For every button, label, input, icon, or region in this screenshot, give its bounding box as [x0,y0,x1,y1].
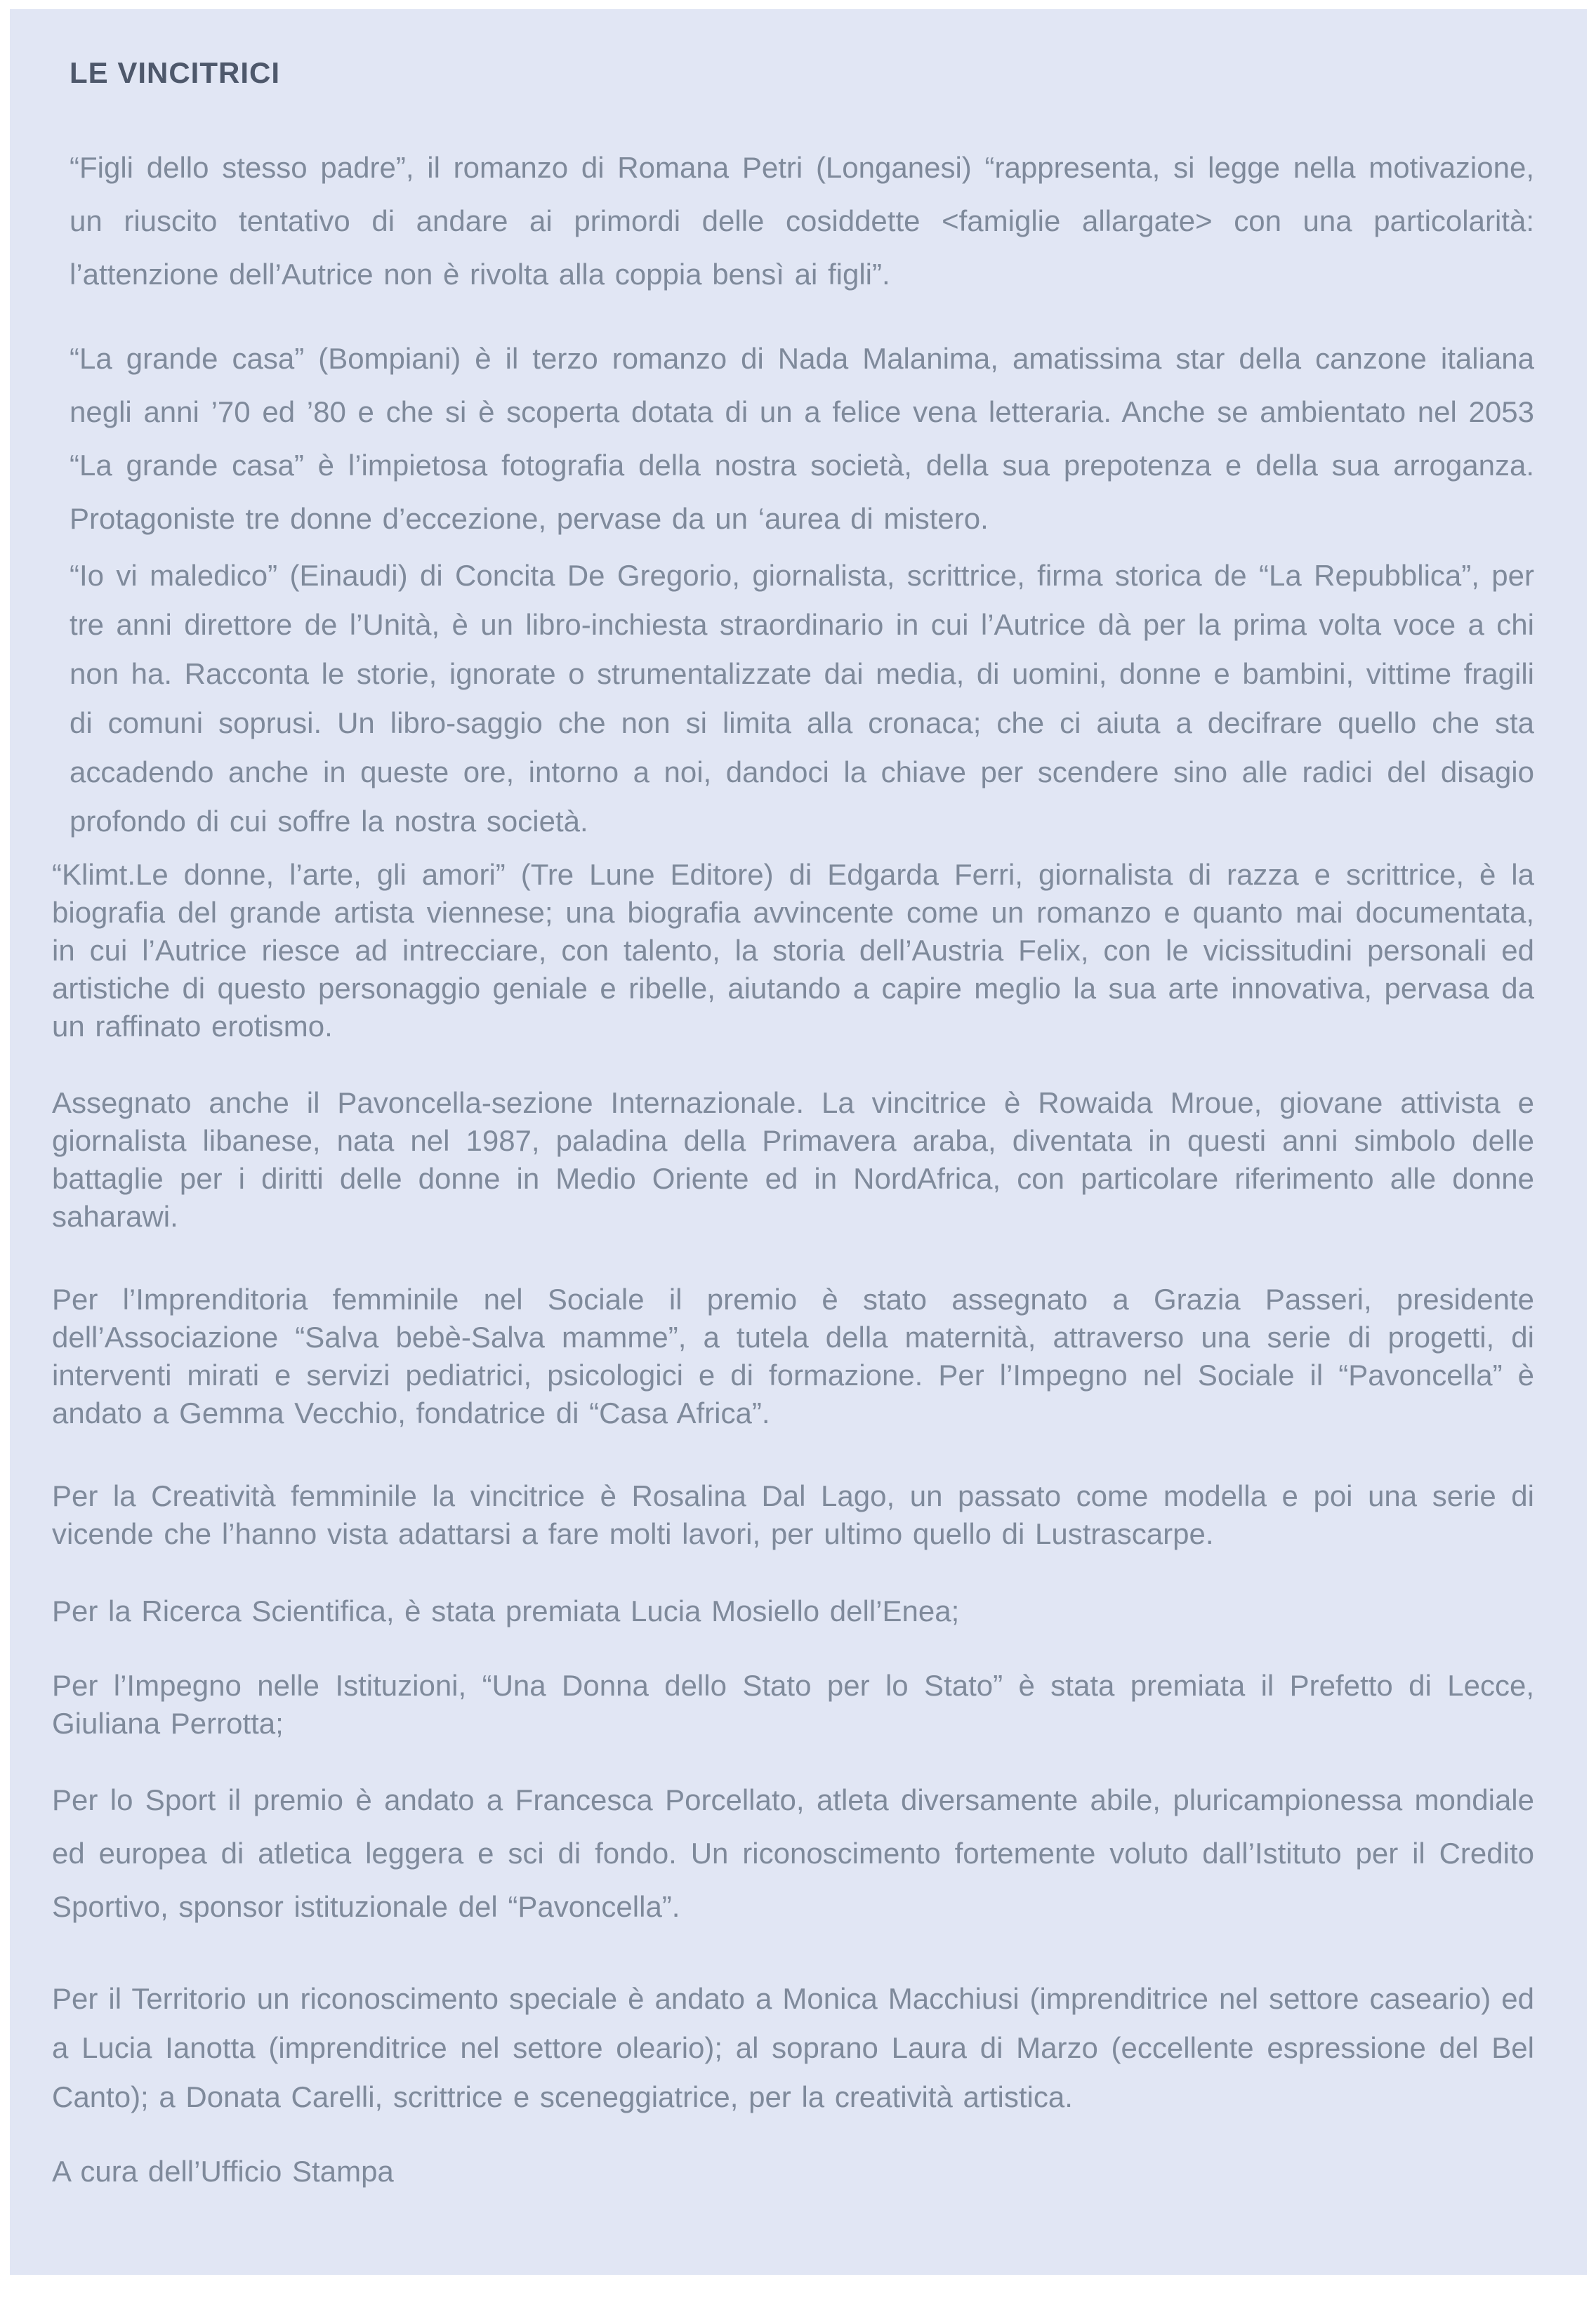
paragraph-la-grande-casa: “La grande casa” (Bompiani) è il terzo romanzo di Nada Malanima, amatissima star della canzone italiana negli anni ’70 ed ’80 e che si è scoperta dotata di un a felice vena letteraria. Anche se ambientato nel 2053 “La grande casa” è l’impietosa fotografia della nostra società, della sua prepotenza e della sua arroganza. Protagoniste tre donne d’eccezione, pervase da un ‘aurea di mistero. [70,342,1534,535]
paragraph-figli-dello-stesso-padre: “Figli dello stesso padre”, il romanzo di Romana Petri (Longanesi) “rappresenta, si legge nella motivazione, un riuscito tentativo di andare ai primordi delle cosiddette <famiglie allargate> con una particolarità: l’attenzione dell’Autrice non è rivolta alla coppia bensì ai figli”. [70,151,1534,291]
paragraph-territorio: Per il Territorio un riconoscimento speciale è andato a Monica Macchiusi (imprenditrice nel settore caseario) ed a Lucia Ianotta (imprenditrice nel settore oleario); al soprano Laura di Marzo (eccellente espressione del Bel Canto); a Donata Carelli, scrittrice e sceneggiatrice, per la creatività artistica. [52,1982,1534,2113]
paragraph-sezione-internazionale: Assegnato anche il Pavoncella-sezione Internazionale. La vincitrice è Rowaida Mroue, giovane attivista e giornalista libanese, nata nel 1987, paladina della Primavera araba, diventata in questi anni simbolo delle battaglie per i diritti delle donne in Medio Oriente ed in NordAfrica, con particolare riferimento alle donne saharawi. [52,1086,1534,1233]
press-office-credit: A cura dell’Ufficio Stampa [52,2155,394,2188]
page-title: LE VINCITRICI [70,56,281,89]
paragraph-creativita-femminile: Per la Creatività femminile la vincitrice è Rosalina Dal Lago, un passato come modella e poi una serie di vicende che l’hanno vista adattarsi a fare molti lavori, per ultimo quello di Lustrascarpe. [52,1479,1534,1550]
paragraph-impegno-istituzioni: Per l’Impegno nelle Istituzioni, “Una Donna dello Stato per lo Stato” è stata premiata il Prefetto di Lecce, Giuliana Perrotta; [52,1669,1534,1740]
paragraph-klimt: “Klimt.Le donne, l’arte, gli amori” (Tre Lune Editore) di Edgarda Ferri, giornalista di razza e scrittrice, è la biografia del grande artista viennese; una biografia avvincente come un romanzo e quanto mai documentata, in cui l’Autrice riesce ad intrecciare, con talento, la storia dell’Austria Felix, con le vicissitudini personali ed artistiche di questo personaggio geniale e ribelle, aiutando a capire meglio la sua arte innovativa, pervasa da un raffinato erotismo. [52,858,1534,1043]
paragraph-imprenditoria-femminile: Per l’Imprenditoria femminile nel Sociale il premio è stato assegnato a Grazia Passeri, presidente dell’Associazione “Salva bebè-Salva mamme”, a tutela della maternità, attraverso una serie di progetti, di interventi mirati e servizi pediatrici, psicologici e di formazione. Per l’Impegno nel Sociale il “Pavoncella” è andato a Gemma Vecchio, fondatrice di “Casa Africa”. [52,1283,1534,1429]
paragraph-io-vi-maledico: “Io vi maledico” (Einaudi) di Concita De Gregorio, giornalista, scrittrice, firma storica de “La Repubblica”, per tre anni direttore de l’Unità, è un libro-inchiesta straordinario in cui l’Autrice dà per la prima volta voce a chi non ha. Racconta le storie, ignorate o strumentalizzate dai media, di uomini, donne e bambini, vittime fragili di comuni soprusi. Un libro-saggio che non si limita alla cronaca; che ci aiuta a decifrare quello che sta accadendo anche in queste ore, intorno a noi, dandoci la chiave per scendere sino alle radici del disagio profondo di cui soffre la nostra società. [70,559,1534,838]
paragraph-sport: Per lo Sport il premio è andato a Francesca Porcellato, atleta diversamente abile, pluricampionessa mondiale ed europea di atletica leggera e sci di fondo. Un riconoscimento fortemente voluto dall’Istituto per il Credito Sportivo, sponsor istituzionale del “Pavoncella”. [52,1783,1534,1923]
press-release-panel [10,9,1587,2275]
paragraph-ricerca-scientifica: Per la Ricerca Scientifica, è stata premiata Lucia Mosiello dell’Enea; [52,1594,960,1627]
